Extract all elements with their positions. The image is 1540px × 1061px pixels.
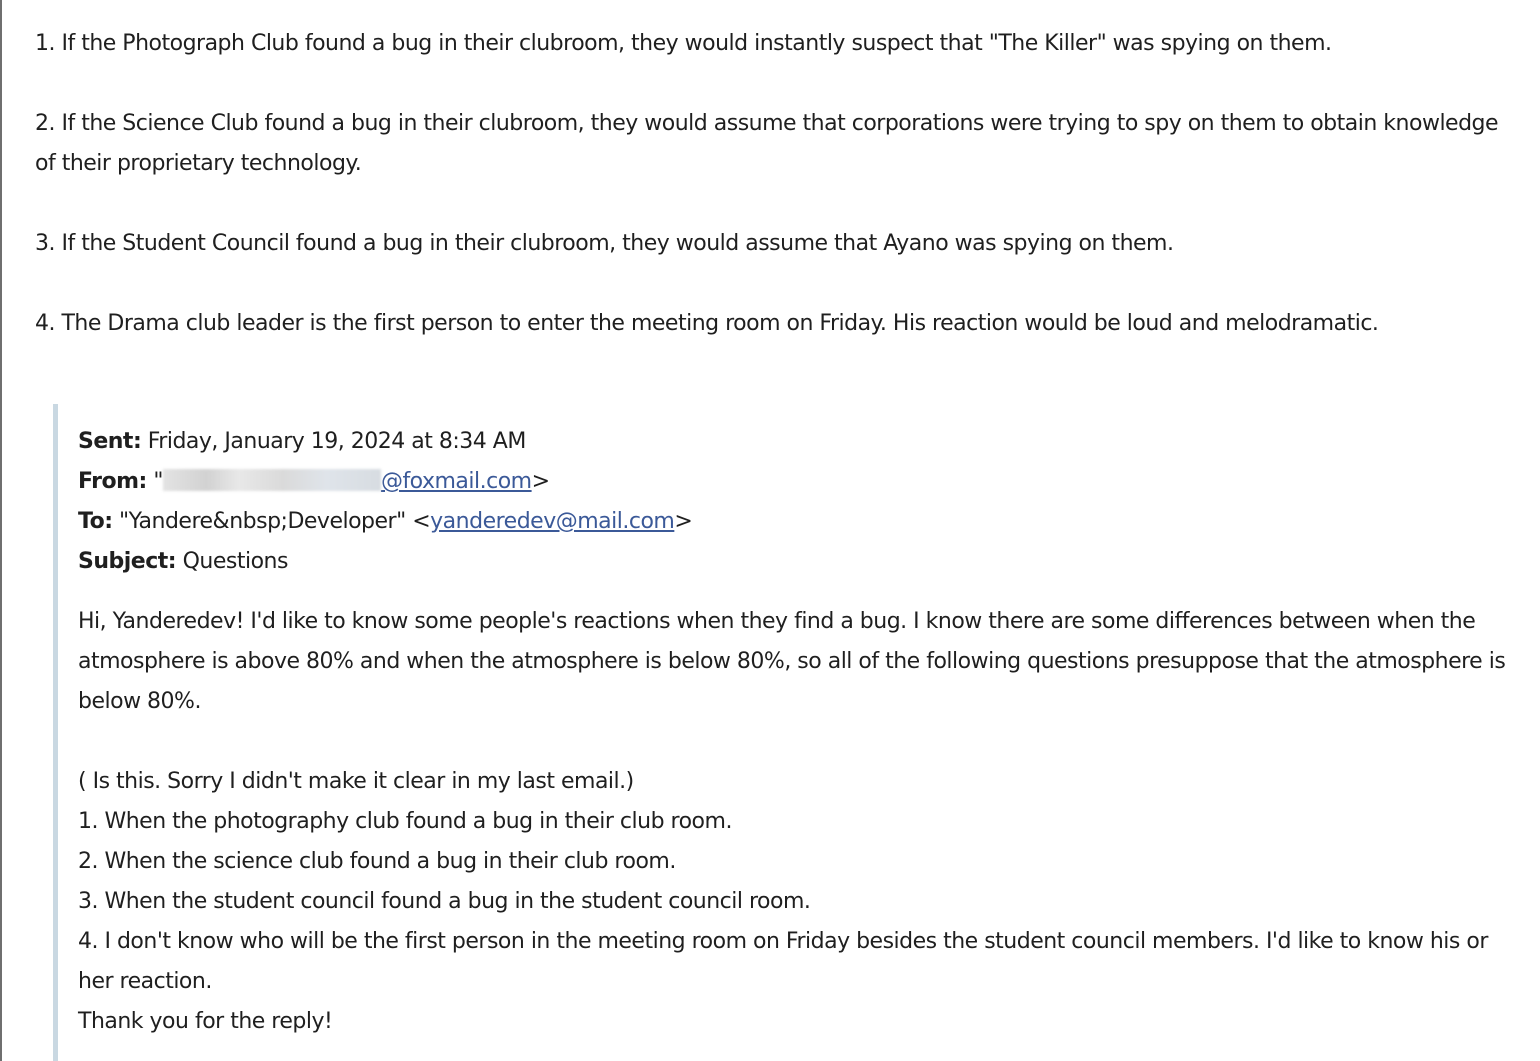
reply-body (35, 24, 1515, 384)
reply-item-2: 2. If the Science Club found a bug in their clubroom, they would assume that corporations were trying to spy on them to obtain knowledge of their proprietary technology. (35, 111, 1499, 176)
to-label: To: (78, 509, 113, 534)
quoted-email (53, 404, 1513, 1061)
header-gap (78, 582, 1513, 602)
question-4: 4. I don't know who will be the first person in the meeting room on Friday besides the student council members. I'd like to know his or her reaction. (78, 929, 1488, 994)
to-name: "Yandere&nbsp;Developer" < (119, 509, 431, 534)
from-label: From: (78, 469, 147, 494)
reply-item-3: 3. If the Student Council found a bug in their clubroom, they would assume that Ayano was spying on them. (35, 231, 1174, 256)
from-line (78, 462, 1513, 502)
from-suffix: > (531, 469, 550, 494)
from-prefix: " (153, 469, 163, 494)
reply-item-4: 4. The Drama club leader is the first person to enter the meeting room on Friday. His reaction would be loud and melodramatic. (35, 311, 1379, 336)
email-intro: Hi, Yanderedev! I'd like to know some people's reactions when they find a bug. I know there are some differences between when the atmosphere is above 80% and when the atmosphere is below 80%, so all of the following questions presuppose that the atmosphere is below 80%. (78, 609, 1506, 714)
email-closing: Thank you for the reply! (78, 1009, 333, 1034)
to-line (78, 502, 1513, 542)
redacted-sender-name (163, 469, 381, 491)
question-2: 2. When the science club found a bug in their club room. (78, 849, 676, 874)
sent-label: Sent: (78, 429, 142, 454)
question-3: 3. When the student council found a bug in the student council room. (78, 889, 811, 914)
subject-label: Subject: (78, 549, 177, 574)
subject-line (78, 542, 1513, 582)
blank-line (78, 722, 1513, 762)
from-email-link[interactable]: @foxmail.com (380, 469, 532, 494)
to-email-link[interactable]: yanderedev@mail.com (430, 509, 675, 534)
subject-value: Questions (182, 549, 288, 574)
sent-line (78, 422, 1513, 462)
question-1: 1. When the photography club found a bug in their club room. (78, 809, 732, 834)
left-border (0, 0, 2, 1061)
email-note: ( Is this. Sorry I didn't make it clear in my last email.) (78, 769, 634, 794)
to-suffix: > (674, 509, 693, 534)
reply-item-1: 1. If the Photograph Club found a bug in their clubroom, they would instantly suspect that "The Killer" was spying on them. (35, 31, 1332, 56)
sent-value: Friday, January 19, 2024 at 8:34 AM (147, 429, 526, 454)
